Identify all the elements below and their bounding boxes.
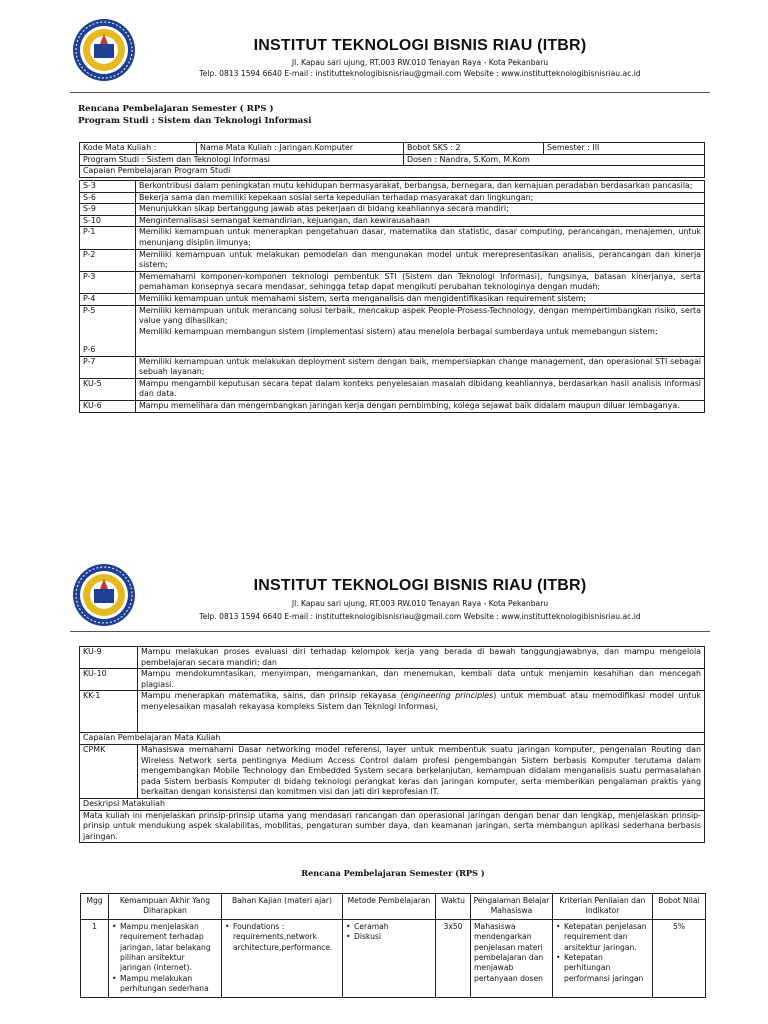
header-divider [70,631,710,632]
list-item: • Ketepatan perhitungan performansi jaringan [556,953,649,984]
course-info-table [79,142,705,178]
outcome-code: KU-5 [80,378,136,400]
document-title: Rencana Pembelajaran Semester ( RPS ) [78,104,274,114]
outcome-text: Memiliki kemampuan untuk menerapkan pengetahuan dasar, matematika dan statistic, dasar computing, perancangan, menajemen, untuk menunjang disiplin ilmunya; [136,227,705,249]
outcome-text-italic: engineering principles [403,691,494,701]
cpmk-text: Mahasiswa memahami Dasar networking model referensi, layer untuk membentuk suatu jaringan komputer, pengenalan Routing dan Wireless Network serta pentingnya Medium Access Control dalam profesi pengembangan Sistem berbasis Komputer terutama dalam mengembangkan Mobile Technology dan Embedded System secara berkelanjutan, kemampuan didalam menganalisis suatu permasalahan pada Sistem berbasis Komputer di bidang teknologi perangkat keras dan jaringan komputer, serta memberikan pengalaman praktis yang berkaitan dengan konsistensi dan komitmen visi dan jati diri keprofesian IT. [138,744,705,798]
time-cell: 3x50 [436,919,471,997]
institution-logo [72,563,136,627]
outcome-row [80,744,705,798]
outcome-row [80,204,705,216]
outcome-row [80,215,705,227]
outcome-text: Mampu memelihara dan mengembangkan jaringan kerja dengan pembimbing, kolega sejawat baik didalam maupun diluar lembaganya. [136,400,705,412]
col-week: Mgg [81,894,109,920]
outcome-code: P-1 [80,227,136,249]
description-heading: Deskripsi Matakuliah [80,798,705,810]
table-row [81,919,706,997]
outcome-text: Mememahami komponen-komponen teknologi pembentuk STI (Sistem dan Teknologi Informasi), fungsinya, batasan kinerjanya, serta pemahaman konsepnya secara mendasar, sehingga tetap dapat mengikuti perubahan teknologinya dengan mudah; [136,271,705,293]
outcome-row [80,271,705,293]
outcome-row [80,192,705,204]
header-divider [70,92,710,93]
outcome-code: P-5 [83,305,96,315]
course-code: Kode Mata Kuliah : [80,143,197,155]
cpl-heading: Capaian Pembelajaran Program Studi [80,166,705,178]
institution-contact: Telp. 0813 1594 6640 E-mail : institutteknologibisnisriau@gmail.com Website : www.institutteknologibisnisriau.ac.id [199,69,641,78]
col-weight: Bobot Nilai [653,894,706,920]
outcome-code: S-6 [80,192,136,204]
outcome-code: KU-9 [80,647,138,669]
outcome-row [80,400,705,412]
list-item: • Mampu melakukan perhitungan sederhana [112,974,218,995]
materials-cell [222,919,343,997]
outcome-code: S-3 [80,181,136,193]
outcome-code: KK-1 [80,691,138,733]
list-item: • Ceramah [346,922,432,932]
program-title: Program Studi : Sistem dan Teknologi Informasi [78,116,312,126]
experience-cell: Mahasiswa mendengarkan penjelasan materi pembelajaran dan menjawab pertanyaan dosen [471,919,553,997]
outcome-code: P-2 [80,249,136,271]
outcome-row [80,227,705,249]
col-criteria: Kriterian Penilaian dan Indikator [553,894,653,920]
outcome-text: Memiliki kemampuan untuk memahami sistem, serta menganalisis dan mengidentifikasikan requirement sistem; [136,293,705,305]
outcome-text: Mampu mendokumntasikan, menyimpan, mengamankan, dan menemukan, kembali data untuk menjamin kesahihan dan mencegah plagiasi. [138,669,705,691]
outcome-text: Menunjukkan sikap bertanggung jawab atas pekerjaan di bidang keahliannya secara mandiri; [136,204,705,216]
institution-address: Jl. Kapau sari ujung, RT.003 RW.010 Tenayan Raya - Kota Pekanbaru [291,599,549,608]
outcome-row [80,691,705,733]
outcome-code: KU-10 [80,669,138,691]
rps-title: Rencana Pembelajaran Semester (RPS ) [301,868,485,878]
course-semester: Semester : III [544,143,705,155]
institution-address: Jl. Kapau sari ujung, RT.003 RW.010 Tenayan Raya - Kota Pekanbaru [291,58,549,67]
outcome-row [80,249,705,271]
page-2 [0,555,768,1024]
outcome-code: P-4 [80,293,136,305]
institution-contact: Telp. 0813 1594 6640 E-mail : institutteknologibisnisriau@gmail.com Website : www.institutteknologibisnisriau.ac.id [199,612,641,621]
description-text: Mata kuliah ini menjelaskan prinsip-prinsip utama yang mendasari rancangan dan operasional jaringan dengan benar dan lengkap, menjelaskan prinsip-prinsip untuk mendukung aspek skalabilitas, mobilitas, pengaturan sumber daya, dan keamanan jaringan, serta membangun aplikasi sederhana berbasis jaringan. [80,810,705,843]
outcome-row [80,293,705,305]
outcome-row [80,305,705,356]
outcome-row [80,356,705,378]
week-cell: 1 [81,919,109,997]
cpmk-heading: Capaian Pembelajaran Mata Kuliah [80,733,705,745]
outcome-text: Mampu mengambil keputusan secara tepat dalam konteks penyelesaian masalah dibidang keahliannya, berdasarkan hasil analisis informasi dan data. [136,378,705,400]
criteria-cell [553,919,653,997]
outcomes-table-page1 [79,180,705,413]
institution-name: INSTITUT TEKNOLOGI BISNIS RIAU (ITBR) [253,37,587,54]
outcome-text: Memiliki kemampuan untuk merancang solusi terbaik, mencakup aspek People-Prosess-Technology, dengan mempertimbangkan risiko, serta value yang dihasilkan; [139,305,701,326]
outcome-text-group [136,305,705,356]
outcome-code: KU-6 [80,400,136,412]
outcome-code: P-6 [83,344,96,354]
outcomes-table-page2 [79,646,705,843]
cpmk-code: CPMK [80,744,138,798]
outcome-text-part: ) untuk membuat atau memodifikasi model untuk menyelesaikan masalah rekayasa kompleks Sistem dan Teknlogi Informasi, [141,691,701,711]
institution-logo [72,18,136,82]
outcome-code: S-9 [80,204,136,216]
outcome-text: Memiliki kemampuan membangun sistem (implementasi sistem) atau menelola berbagai sumberdaya untuk memebangun sistem; [139,326,658,336]
col-experience: Pengalaman Belajar Mahasiswa [471,894,553,920]
col-abilities: Kemampuan Akhir Yang Diharapkan [109,894,222,920]
outcome-code: S-10 [80,215,136,227]
list-item: • Foundations : requirements,network architecture,performance. [225,922,339,953]
outcome-text: Bekerja sama dan memiliki kepekaan sosial serta kepedulian terhadap masyarakat dan lingkungan; [136,192,705,204]
outcome-row [80,669,705,691]
outcome-text: Memiliki kemampuan untuk melakukan deployment sistem dengan baik, mempersiapkan change management, dan operasional STI sebagai sebuah layanan; [136,356,705,378]
col-methods: Metode Pembelajaran [343,894,436,920]
institution-name: INSTITUT TEKNOLOGI BISNIS RIAU (ITBR) [253,577,587,594]
methods-cell [343,919,436,997]
course-credits: Bobot SKS : 2 [404,143,544,155]
col-time: Waktu [436,894,471,920]
outcome-text [138,691,705,733]
outcome-text-part: Mampu menerapkan matematika, sains, dan prinsip rekayasa ( [141,691,404,701]
outcome-row [80,647,705,669]
list-item: • Ketepatan penjelasan requirement dan arsitektur jaringan. [556,922,649,953]
study-program: Program Studi : Sistem dan Teknologi Informasi [80,154,404,166]
col-materials: Bahan Kajian (materi ajar) [222,894,343,920]
rps-header-row [81,894,706,920]
list-item: • Mampu menjelaskan requirement terhadap jaringan, latar belakang pilihan arsitektur jaringan (internet). [112,922,218,974]
outcome-text: Memiliki kemampuan untuk melakukan pemodelan dan mengunakan model untuk merepresentasikan analisis, perancangan dan kinerja sistem; [136,249,705,271]
weight-cell: 5% [653,919,706,997]
lecturer: Dosen : Nandra, S.Kom, M.Kom [404,154,705,166]
outcome-row [80,181,705,193]
course-name: Nama Mata Kuliah : Jaringan Komputer [197,143,404,155]
page-1 [0,0,768,480]
outcome-code-group [80,305,136,356]
outcome-row [80,378,705,400]
outcome-text: Menginternalisasi semangat kemandirian, kejuangan, dan kewirausahaan [136,215,705,227]
abilities-cell [109,919,222,997]
outcome-text: Berkontribusi dalam peningkatan mutu kehidupan bermasyarakat, berbangsa, bernegara, dan kemajuan peradaban berdasarkan pancasila; [136,181,705,193]
outcome-text: Mampu melakukan proses evaluasi diri terhadap kelompok kerja yang berada di bawah tanggungjawabnya, dan mampu mengelola pembelajaran secara mandiri; dan [138,647,705,669]
outcome-code: P-7 [80,356,136,378]
list-item: • Diskusi [346,932,432,942]
rps-table [80,893,706,998]
outcome-code: P-3 [80,271,136,293]
